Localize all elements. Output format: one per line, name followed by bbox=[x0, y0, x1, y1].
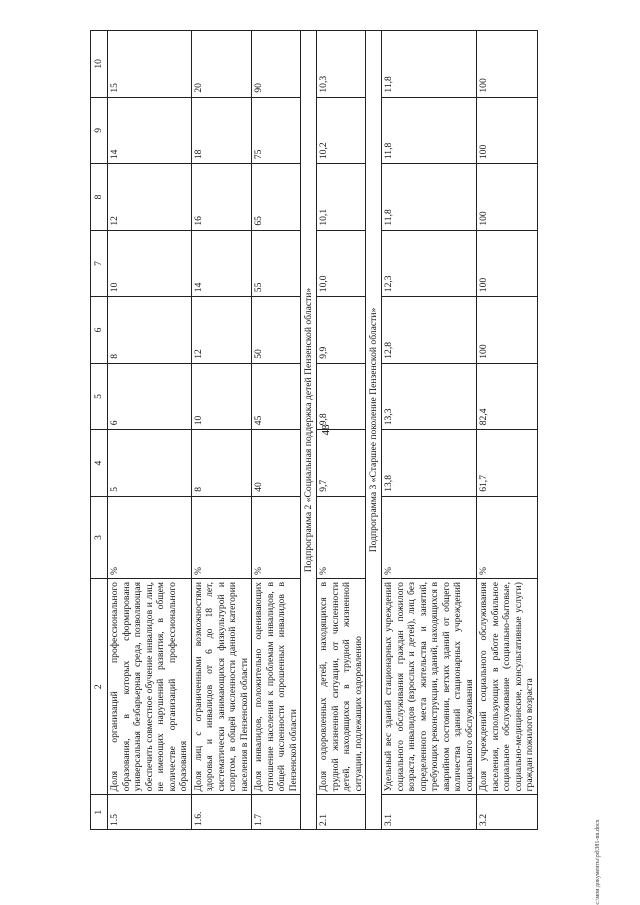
value-cell: 16 bbox=[191, 164, 252, 231]
value-cell: 61,7 bbox=[477, 430, 538, 497]
value-cell: 8 bbox=[108, 297, 192, 364]
value-cell: 14 bbox=[191, 230, 252, 297]
indicator-name: Доля инвалидов, положительно оценивающих отношение населения к проблемам инвалидов, в общей численности опрошенных инвалидов в Пензенской области bbox=[252, 579, 301, 795]
value-cell: 14 bbox=[108, 97, 192, 164]
header-cell: 8 bbox=[91, 164, 108, 231]
value-cell: 82,4 bbox=[477, 363, 538, 430]
indicator-name: Доля учреждений социального обслуживания населения, использующих в работе мобильное социальное обслуживание (социально-бытовые, социально-медицинские, консультативные услуги) граждан пожилого возраста bbox=[477, 579, 538, 795]
value-cell: 10,1 bbox=[317, 164, 366, 231]
indicator-name: Доля организаций профессионального образования, в которых сформирована универсальная безбарьерная среда, позволяющая обеспечить совместное обучение инвалидов и лиц, не имеющих нарушений развития, в общем количестве организаций профессионального образования bbox=[108, 579, 192, 795]
value-cell: 13,3 bbox=[382, 363, 477, 430]
value-cell: 50 bbox=[252, 297, 301, 364]
indicator-name: Доля лиц с ограниченными возможностями здоровья и инвалидов от 6 до 18 лет, систематически занимающихся физкультурой и спортом, в общей численности данной категории населения в Пензенской области bbox=[191, 579, 252, 795]
unit-cell: % bbox=[108, 496, 192, 578]
header-cell: 2 bbox=[91, 579, 108, 795]
header-cell: 6 bbox=[91, 297, 108, 364]
value-cell: 9,9 bbox=[317, 297, 366, 364]
header-cell: 1 bbox=[91, 795, 108, 830]
value-cell: 11,8 bbox=[382, 31, 477, 98]
value-cell: 10 bbox=[108, 230, 192, 297]
header-cell: 10 bbox=[91, 31, 108, 98]
value-cell: 55 bbox=[252, 230, 301, 297]
row-number: 1.5 bbox=[108, 795, 192, 830]
footer-file-path: c:\мои документы\pd\381-nn.docx bbox=[595, 819, 601, 905]
row-number: 1.7 bbox=[252, 795, 301, 830]
value-cell: 10 bbox=[191, 363, 252, 430]
value-cell: 5 bbox=[108, 430, 192, 497]
page-number: 48 bbox=[320, 424, 332, 436]
value-cell: 12 bbox=[191, 297, 252, 364]
table-row bbox=[108, 31, 192, 830]
row-number: 3.1 bbox=[382, 795, 477, 830]
value-cell: 11,8 bbox=[382, 97, 477, 164]
header-cell: 4 bbox=[91, 430, 108, 497]
table-body bbox=[108, 31, 538, 830]
value-cell: 12 bbox=[108, 164, 192, 231]
value-cell: 100 bbox=[477, 97, 538, 164]
table-row bbox=[252, 31, 301, 830]
subprogram-title: Подпрограмма 3 «Старшее поколение Пензенской области» bbox=[366, 31, 382, 830]
value-cell: 75 bbox=[252, 97, 301, 164]
value-cell: 40 bbox=[252, 430, 301, 497]
row-number: 2.1 bbox=[317, 795, 366, 830]
value-cell: 100 bbox=[477, 164, 538, 231]
value-cell: 12,8 bbox=[382, 297, 477, 364]
subprogram-row bbox=[301, 31, 317, 830]
value-cell: 10,0 bbox=[317, 230, 366, 297]
value-cell: 45 bbox=[252, 363, 301, 430]
value-cell: 20 bbox=[191, 31, 252, 98]
subprogram-title: Подпрограмма 2 «Социальная поддержка детей Пензенской области» bbox=[301, 31, 317, 830]
value-cell: 6 bbox=[108, 363, 192, 430]
value-cell: 13,8 bbox=[382, 430, 477, 497]
unit-cell: % bbox=[382, 496, 477, 578]
unit-cell: % bbox=[191, 496, 252, 578]
table-row bbox=[317, 31, 366, 830]
value-cell: 10,2 bbox=[317, 97, 366, 164]
indicator-name: Доля оздоровленных детей, находящихся в трудной жизненной ситуации, от численности детей, находящихся в трудной жизненной ситуации, подлежащих оздоровлению bbox=[317, 579, 366, 795]
rotated-table-container bbox=[90, 30, 630, 830]
row-number: 1.6. bbox=[191, 795, 252, 830]
value-cell: 9,7 bbox=[317, 430, 366, 497]
table-header-row bbox=[91, 31, 108, 830]
header-cell: 7 bbox=[91, 230, 108, 297]
header-cell: 3 bbox=[91, 496, 108, 578]
value-cell: 12,3 bbox=[382, 230, 477, 297]
value-cell: 11,8 bbox=[382, 164, 477, 231]
value-cell: 18 bbox=[191, 97, 252, 164]
value-cell: 90 bbox=[252, 31, 301, 98]
value-cell: 15 bbox=[108, 31, 192, 98]
value-cell: 10,3 bbox=[317, 31, 366, 98]
table-row bbox=[191, 31, 252, 830]
indicators-table bbox=[90, 30, 538, 830]
table-row bbox=[382, 31, 477, 830]
value-cell: 100 bbox=[477, 31, 538, 98]
value-cell: 100 bbox=[477, 230, 538, 297]
unit-cell: % bbox=[252, 496, 301, 578]
unit-cell: % bbox=[317, 496, 366, 578]
header-cell: 9 bbox=[91, 97, 108, 164]
value-cell: 100 bbox=[477, 297, 538, 364]
subprogram-row bbox=[366, 31, 382, 830]
value-cell: 9,8 bbox=[317, 363, 366, 430]
table-row bbox=[477, 31, 538, 830]
value-cell: 65 bbox=[252, 164, 301, 231]
row-number: 3.2 bbox=[477, 795, 538, 830]
value-cell: 8 bbox=[191, 430, 252, 497]
header-cell: 5 bbox=[91, 363, 108, 430]
indicator-name: Удельный вес зданий стационарных учреждений социального обслуживания граждан пожилого возраста, инвалидов (взрослых и детей), лиц без определенного места жительства и занятий, требующих реконструкции, зданий, находящихся в аварийном состоянии, ветхих зданий от общего количества зданий стационарных учреждений социального обслуживания bbox=[382, 579, 477, 795]
unit-cell: % bbox=[477, 496, 538, 578]
